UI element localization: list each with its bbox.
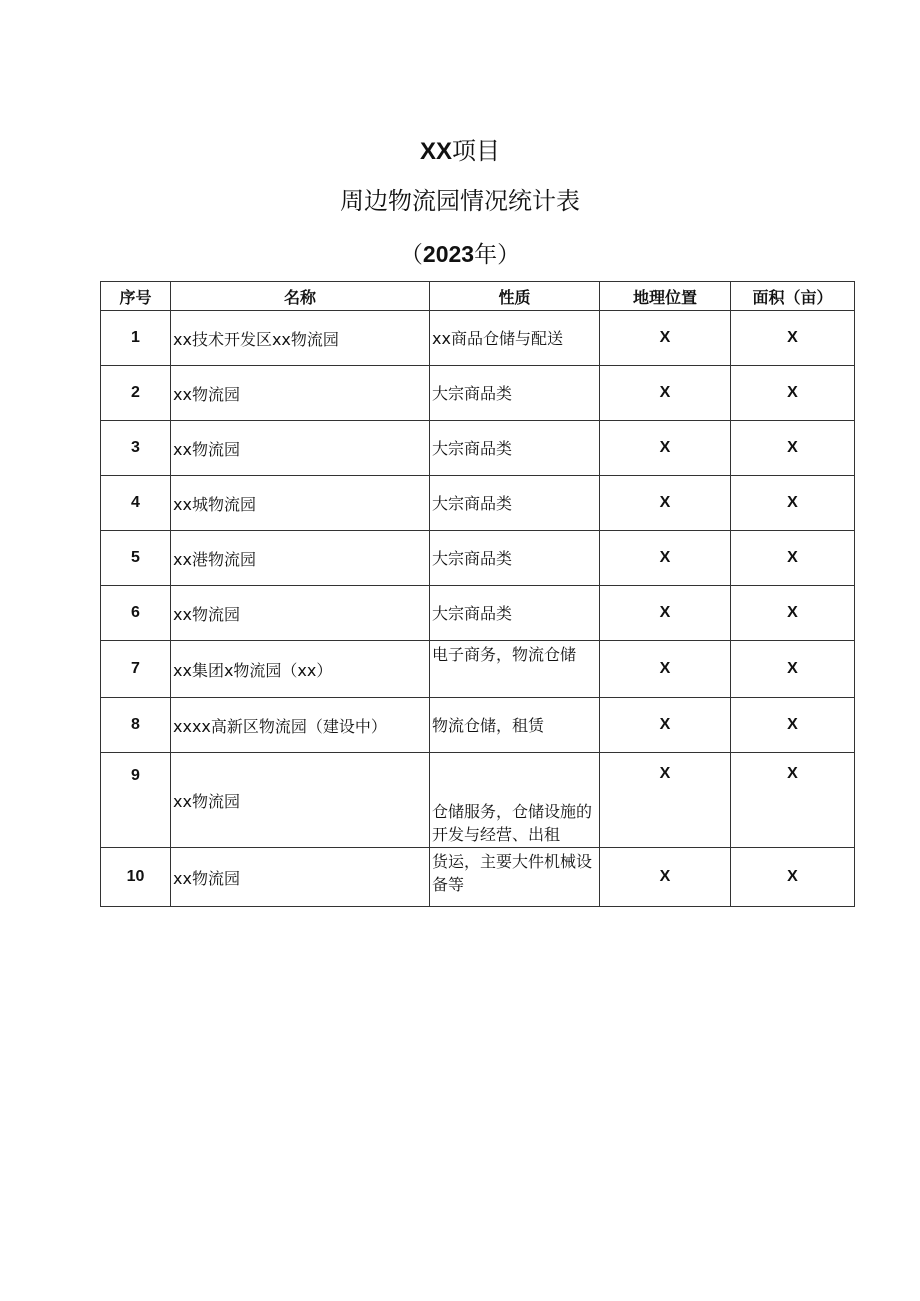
cell-nature: 大宗商品类 xyxy=(430,366,600,421)
column-header-location: 地理位置 xyxy=(600,282,731,311)
column-header-name: 名称 xyxy=(171,282,430,311)
cell-area: X xyxy=(731,698,855,753)
table-header-row xyxy=(101,282,855,311)
cell-name: xx物流园 xyxy=(171,586,430,641)
cell-nature: xx商品仓储与配送 xyxy=(430,311,600,366)
year-subtitle xyxy=(0,238,920,271)
cell-no: 1 xyxy=(101,311,171,366)
cell-nature: 物流仓储，租赁 xyxy=(430,698,600,753)
cell-area: X xyxy=(731,311,855,366)
column-header-nature: 性质 xyxy=(430,282,600,311)
cell-name: xx技术开发区xx物流园 xyxy=(171,311,430,366)
cell-nature: 大宗商品类 xyxy=(430,531,600,586)
cell-nature: 货运，主要大件机械设备等 xyxy=(430,848,600,907)
cell-name: xx物流园 xyxy=(171,366,430,421)
table-row xyxy=(101,476,855,531)
table-row xyxy=(101,586,855,641)
cell-name: xx港物流园 xyxy=(171,531,430,586)
table-row xyxy=(101,641,855,698)
cell-location: X xyxy=(600,848,731,907)
cell-no: 2 xyxy=(101,366,171,421)
year-number: 2023 xyxy=(422,241,475,267)
cell-no: 4 xyxy=(101,476,171,531)
cell-no: 7 xyxy=(101,641,171,698)
cell-area: X xyxy=(731,753,855,848)
page-title: 周边物流园情况统计表 xyxy=(340,187,580,215)
cell-no: 3 xyxy=(101,421,171,476)
cell-no: 8 xyxy=(101,698,171,753)
cell-location: X xyxy=(600,753,731,848)
cell-no: 9 xyxy=(101,753,171,848)
cell-no: 6 xyxy=(101,586,171,641)
cell-location: X xyxy=(600,366,731,421)
cell-area: X xyxy=(731,476,855,531)
table-row xyxy=(101,698,855,753)
table-row xyxy=(101,848,855,907)
cell-name: xx物流园 xyxy=(171,753,430,848)
table-row xyxy=(101,531,855,586)
cell-nature: 大宗商品类 xyxy=(430,421,600,476)
cell-area: X xyxy=(731,366,855,421)
project-title xyxy=(0,134,920,169)
table-row xyxy=(101,421,855,476)
cell-location: X xyxy=(600,311,731,366)
column-header-area: 面积（亩） xyxy=(731,282,855,311)
cell-location: X xyxy=(600,476,731,531)
cell-area: X xyxy=(731,421,855,476)
cell-name: xxxx高新区物流园（建设中） xyxy=(171,698,430,753)
cell-nature: 大宗商品类 xyxy=(430,586,600,641)
cell-name: xx城物流园 xyxy=(171,476,430,531)
cell-nature: 电子商务，物流仓储 xyxy=(430,641,600,698)
year-open-paren: （ xyxy=(399,242,423,268)
cell-name: xx集团x物流园（xx） xyxy=(171,641,430,698)
project-title-suffix: 项目 xyxy=(452,137,500,165)
column-header-no: 序号 xyxy=(101,282,171,311)
cell-area: X xyxy=(731,641,855,698)
cell-area: X xyxy=(731,586,855,641)
cell-name: xx物流园 xyxy=(171,848,430,907)
cell-nature: 大宗商品类 xyxy=(430,476,600,531)
year-suffix: 年） xyxy=(474,242,521,268)
cell-nature: 仓储服务，仓储设施的开发与经营、出租 xyxy=(430,753,600,848)
table-row xyxy=(101,753,855,848)
cell-no: 10 xyxy=(101,848,171,907)
cell-location: X xyxy=(600,421,731,476)
cell-area: X xyxy=(731,531,855,586)
cell-location: X xyxy=(600,586,731,641)
table-row xyxy=(101,311,855,366)
logistics-park-table xyxy=(100,281,855,907)
cell-location: X xyxy=(600,531,731,586)
table-row xyxy=(101,366,855,421)
cell-location: X xyxy=(600,641,731,698)
project-title-prefix: XX xyxy=(419,138,452,165)
cell-location: X xyxy=(600,698,731,753)
cell-area: X xyxy=(731,848,855,907)
cell-no: 5 xyxy=(101,531,171,586)
cell-name: xx物流园 xyxy=(171,421,430,476)
